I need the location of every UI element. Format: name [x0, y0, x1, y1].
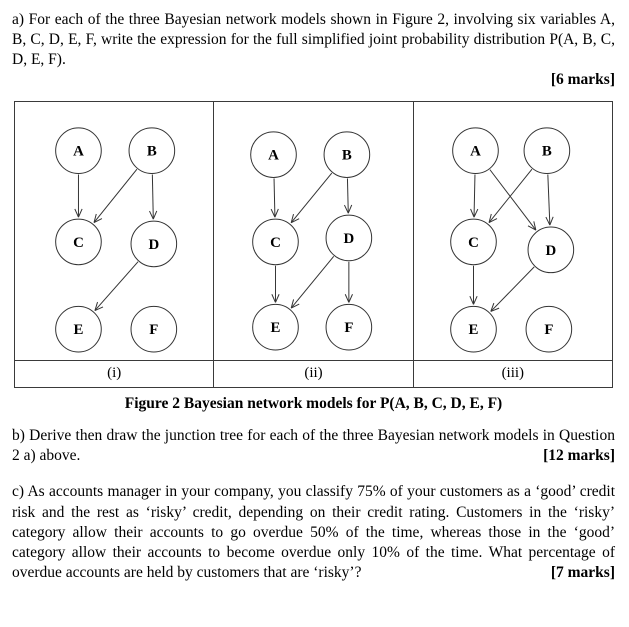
node-F: [131, 306, 177, 352]
node-E: [253, 304, 299, 350]
question-b-text: [12, 426, 615, 466]
node-label-F: F: [149, 321, 159, 338]
figure-caption: Figure 2 Bayesian network models for P(A, B, C, D, E, F): [124, 395, 503, 413]
edge-B-D: [546, 174, 553, 225]
question-a-marks: [6 marks]: [550, 71, 615, 89]
node-label-C: C: [467, 234, 479, 251]
node-label-F: F: [344, 319, 354, 336]
node-label-D: D: [343, 230, 355, 247]
node-A: [452, 127, 498, 173]
network-panel-ii: [214, 102, 413, 388]
edge-A-D: [490, 169, 536, 229]
node-label-B: B: [541, 143, 552, 160]
node-D: [326, 215, 372, 261]
edge-B-C: [292, 173, 333, 223]
edge-A-C: [271, 178, 278, 217]
node-D: [528, 227, 574, 273]
panel-label-iii: (iii): [414, 360, 612, 388]
node-label-A: A: [73, 143, 84, 160]
node-A: [251, 131, 297, 177]
node-E: [450, 306, 496, 352]
bayesian-network-diagram-ii: [214, 102, 412, 360]
edge-B-C: [94, 169, 137, 222]
edge-C-E: [470, 265, 477, 304]
bayesian-network-diagram-iii: [414, 102, 612, 360]
node-label-F: F: [543, 321, 554, 338]
edge-A-C: [470, 174, 477, 217]
node-label-E: E: [468, 321, 479, 338]
node-B: [524, 127, 570, 173]
node-B: [129, 127, 175, 173]
edge-A-C: [75, 174, 82, 217]
node-E: [56, 306, 102, 352]
bayesian-network-diagram-i: [15, 102, 213, 360]
node-F: [526, 306, 572, 352]
node-D: [131, 221, 177, 267]
edge-B-D: [149, 174, 156, 219]
question-c-body: c) As accounts manager in your company, you classify 75% of your customers as a ‘good’ credit risk and the rest as ‘risky’ credit, depending on their credit rating. Customers in the ‘risky’ category allow their accounts to go overdue 50% of the time, whereas those in the ‘good’ category allow their accounts to become overdue only 10% of the time. What percentage of overdue accounts are held by customers that are ‘risky’?: [12, 483, 615, 582]
network-panel-i: [15, 102, 214, 388]
question-b-marks: [12 marks]: [543, 447, 615, 465]
figure-2-box: [14, 101, 613, 389]
edge-D-E: [490, 266, 533, 311]
question-c-text: [12, 482, 615, 583]
node-C: [450, 219, 496, 265]
node-A: [56, 127, 102, 173]
question-a-text: a) For each of the three Bayesian network models shown in Figure 2, involving six variables A, B, C, D, E, F, write the expression for the full simplified joint probability distribution P(A, B, C, D, E, F).: [12, 11, 615, 69]
node-F: [326, 304, 372, 350]
edge-B-D: [345, 178, 352, 213]
node-C: [56, 219, 102, 265]
node-label-D: D: [545, 242, 556, 259]
network-panel-iii: [414, 102, 612, 388]
node-label-E: E: [270, 319, 281, 336]
node-label-A: A: [469, 143, 481, 160]
node-label-E: E: [73, 321, 84, 338]
node-label-A: A: [268, 147, 280, 164]
panel-label-ii: (ii): [214, 360, 412, 388]
node-label-D: D: [148, 236, 160, 253]
question-b-body: b) Derive then draw the junction tree for each of the three Bayesian network models in Question 2 a) above.: [12, 427, 615, 465]
edge-D-F: [346, 261, 353, 302]
edge-C-E: [272, 265, 279, 302]
question-c-marks: [7 marks]: [550, 564, 615, 582]
edge-D-E: [95, 261, 138, 310]
node-label-B: B: [342, 147, 353, 164]
node-label-C: C: [270, 234, 282, 251]
node-label-B: B: [146, 143, 157, 160]
node-C: [253, 219, 299, 265]
panel-label-i: (i): [15, 360, 213, 388]
node-B: [324, 131, 370, 177]
node-label-C: C: [73, 234, 84, 251]
edge-D-E: [292, 256, 335, 308]
